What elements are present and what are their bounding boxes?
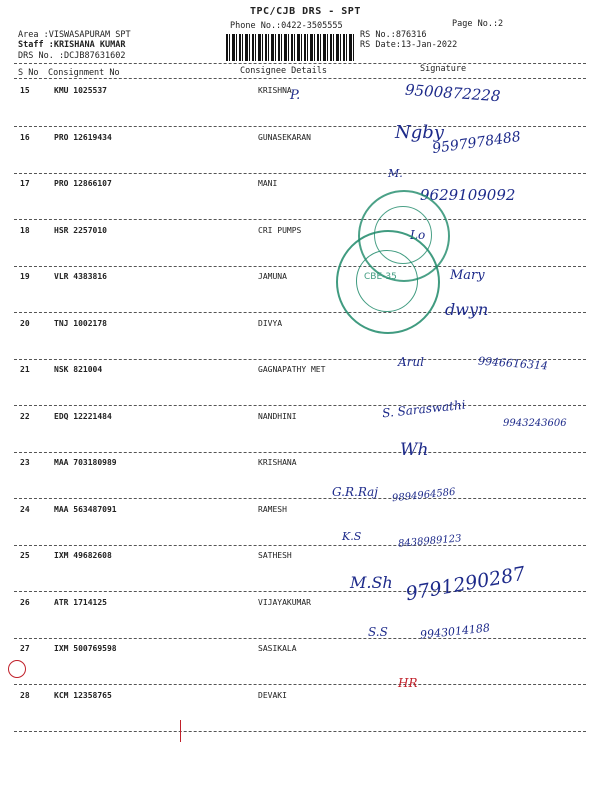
handwritten-mark-28: HR (398, 676, 418, 690)
row-consignee-name: RAMESH (258, 504, 287, 514)
barcode (226, 34, 354, 61)
handwritten-scribble-25: K.S (342, 530, 362, 543)
seal-code: CBE-35 (364, 272, 397, 282)
handwritten-scribble-24: G.R.Raj (332, 485, 379, 499)
row-divider (14, 266, 586, 267)
row-sno: 21 (20, 365, 30, 374)
drs-number: DRS No. :DCJB87631602 (18, 51, 126, 61)
row-sno: 23 (20, 458, 30, 467)
row-consignment-no: HSR 2257010 (54, 225, 107, 235)
row-sno: 25 (20, 551, 30, 560)
handwritten-sig-24: 9894964586 (391, 486, 457, 505)
row-divider (14, 126, 586, 127)
row-consignee-name: MANI (258, 179, 278, 188)
phone-number: Phone No.:0422-3505555 (230, 21, 343, 31)
row-sno: 20 (20, 318, 30, 328)
handwritten-scribble-18: Lo (410, 228, 426, 242)
handwritten-scribble-23: Wh (400, 440, 429, 460)
handwritten-scribble-21: Arul (398, 355, 424, 369)
handwritten-sig-15: 9500872228 (404, 80, 501, 106)
col-signature: Signature (420, 64, 467, 74)
area-label: Area :VISWASAPURAM SPT (18, 30, 131, 40)
col-consignee: Consignee Details (240, 66, 327, 76)
row-divider (14, 219, 586, 220)
row-consignment-no: MAA 563487091 (54, 504, 117, 514)
handwritten-sig-16: 9597978488 (431, 128, 522, 158)
red-circle-mark (8, 660, 26, 678)
row-divider (14, 684, 586, 685)
handwritten-scribble-26: M.Sh (350, 573, 393, 592)
row-sno: 22 (20, 411, 30, 421)
row-consignment-no: IXM 500769598 (54, 644, 117, 653)
row-consignment-no: PRO 12866107 (54, 179, 112, 188)
row-divider (14, 591, 586, 592)
handwritten-sig-21: 9946616314 (477, 354, 549, 373)
row-consignee-name: DIVYA (258, 318, 283, 328)
row-divider (14, 638, 586, 639)
handwritten-sig-17: 9629109092 (420, 186, 516, 204)
row-divider (14, 173, 586, 174)
handwritten-scribble-27: S.S (368, 625, 388, 639)
row-consignment-no: EDQ 12221484 (54, 411, 112, 421)
header-divider (14, 63, 586, 64)
row-sno: 16 (20, 132, 30, 142)
handwritten-scribble-19: Mary (450, 268, 485, 283)
column-divider (14, 78, 586, 79)
document-title: TPC/CJB DRS - SPT (250, 6, 361, 17)
row-consignee-name: KRISHANA (258, 458, 297, 467)
row-consignment-no: TNJ 1002178 (54, 318, 107, 328)
row-consignment-no: ATR 1714125 (54, 597, 107, 607)
row-divider (14, 498, 586, 499)
rs-number: RS No.:876316 (360, 30, 427, 40)
row-divider (14, 452, 586, 453)
row-sno: 26 (20, 597, 30, 607)
row-sno: 27 (20, 644, 30, 653)
row-consignee-name: VIJAYAKUMAR (258, 597, 311, 607)
row-divider (14, 312, 586, 313)
handwritten-scribble-17: M. (388, 167, 403, 180)
row-consignment-no: KCM 12358765 (54, 690, 112, 700)
row-sno: 28 (20, 690, 30, 700)
col-sno: S No (18, 68, 39, 78)
handwritten-initial-15: P. (290, 88, 301, 103)
row-consignment-no: NSK 821004 (54, 365, 103, 374)
row-consignment-no: MAA 703180989 (54, 458, 117, 467)
row-consignment-no: PRO 12619434 (54, 132, 112, 142)
staff-label: Staff :KRISHANA KUMAR (18, 40, 126, 50)
row-sno: 17 (20, 179, 30, 188)
rs-date: RS Date:13-Jan-2022 (360, 40, 458, 50)
row-consignee-name: DEVAKI (258, 690, 287, 700)
handwritten-sig-27: 9943014188 (419, 621, 491, 642)
handwritten-scribble-20: dwyn (445, 300, 489, 319)
row-consignee-name: SASIKALA (258, 644, 297, 653)
row-divider (14, 731, 586, 732)
row-consignment-no: KMU 1025537 (54, 86, 107, 95)
handwritten-scribble-22: S. Saraswathi (381, 397, 467, 421)
page-number: Page No.:2 (452, 19, 504, 29)
col-consignment: Consignment No (48, 68, 120, 78)
row-consignee-name: GUNASEKARAN (258, 132, 311, 142)
row-sno: 18 (20, 225, 30, 235)
handwritten-sig-22: 9943243606 (503, 418, 567, 429)
row-sno: 24 (20, 504, 30, 514)
row-consignee-name: NANDHINI (258, 411, 297, 421)
company-seal (336, 230, 440, 334)
row-consignment-no: VLR 4383816 (54, 272, 107, 281)
row-sno: 15 (20, 86, 30, 95)
row-divider (14, 545, 586, 546)
row-consignee-name: KRISHNA (258, 86, 292, 95)
handwritten-sig-25: 8438989123 (397, 533, 462, 550)
handwritten-scribble-16: Ngby (395, 122, 444, 143)
row-consignee-name: JAMUNA (258, 272, 287, 281)
row-consignment-no: IXM 49682608 (54, 551, 112, 560)
row-sno: 19 (20, 272, 30, 281)
row-consignee-name: SATHESH (258, 551, 292, 560)
row-divider (14, 405, 586, 406)
handwritten-sig-26: 9791290287 (404, 562, 527, 606)
row-consignee-name: GAGNAPATHY MET (258, 365, 326, 374)
row-consignee-name: CRI PUMPS (258, 225, 302, 235)
red-stroke-mark (180, 720, 181, 742)
